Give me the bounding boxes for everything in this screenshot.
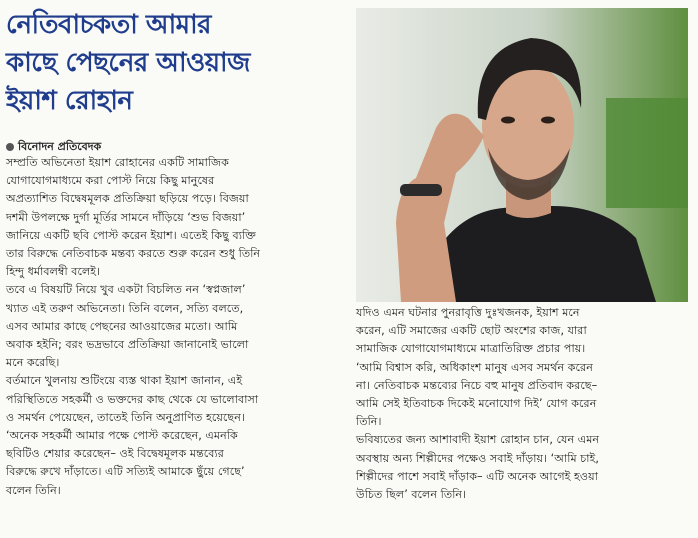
text-line: তিনি। — [356, 415, 382, 429]
text-line: সামাজিক যোগাযোগমাধ্যমে মাত্রাতিরিক্ত প্রচার পায়। — [356, 342, 586, 356]
text-line: মনে করেছি। — [6, 356, 60, 370]
text-line: পরিস্থিতিতে সহকর্মী ও ভক্তদের কাছ থেকে যে ভালোবাসা — [6, 392, 259, 406]
text-line: উচিত ছিল’ বলেন তিনি। — [356, 488, 467, 502]
text-line: তার বিরুদ্ধে নেতিবাচক মন্তব্য করতে শুরু করেন শুধু তিনি — [6, 247, 261, 261]
text-line: বর্তমানে খুলনায় শুটিংয়ে ব্যস্ত থাকা ইয়াশ জানান, এই — [6, 374, 243, 388]
text-line: অবস্থায় অন্য শিল্পীদের পক্ষেও সবাই দাঁড়ায়। ‘আমি চাই, — [356, 451, 599, 465]
bullet-icon — [6, 143, 14, 151]
text-line: যদিও এমন ঘটনার পুনরাবৃত্তি দুঃখজনক, ইয়াশ মনে — [356, 306, 580, 319]
byline-text: বিনোদন প্রতিবেদক — [18, 140, 102, 153]
text-line: করেন, এটি সমাজের একটি ছোট অংশের কাজ, যারা — [356, 324, 587, 338]
text-line: অবাক হইনি; বরং ভদ্রভাবে প্রতিক্রিয়া জানানোই ভালো — [6, 338, 249, 352]
headline-line: কাছে পেছনের আওয়াজ — [6, 48, 250, 78]
text-line: ও সমর্থন পেয়েছেন, তাতেই তিনি অনুপ্রাণিত হয়েছেন। — [6, 410, 245, 424]
text-line: শিল্পীদের পাশে সবাই দাঁড়াক– এটি অনেক আগেই হওয়া — [356, 469, 598, 483]
article-right-column — [356, 304, 686, 504]
headline-line: নেতিবাচকতা আমার — [6, 10, 211, 40]
text-line: অপ্রত্যাশিত বিদ্বেষমূলক প্রতিক্রিয়া ছড়িয়ে পড়ে। বিজয়া — [6, 192, 249, 206]
headline-line: ইয়াশ রোহান — [6, 86, 133, 116]
text-line: জানিয়ে একটি ছবি পোস্ট করেন ইয়াশ। এতেই কিছু ব্যক্তি — [6, 228, 257, 242]
text-line: বিরুদ্ধে রুখে দাঁড়াতে। এটি সত্যিই আমাকে ছুঁয়ে গেছে’ — [6, 465, 245, 479]
text-line: হিন্দু ধর্মাবলম্বী বলেই। — [6, 265, 101, 279]
headline — [6, 6, 351, 120]
text-line: না। নেতিবাচক মন্তব্যের নিচে বহু মানুষ প্রতিবাদ করছে– — [356, 378, 598, 392]
text-line: ‘অনেক সহকর্মী আমার পক্ষে পোস্ট করেছেন, এমনকি — [6, 429, 238, 443]
text-line: ‘আমি বিশ্বাস করি, অধিকাংশ মানুষ এসব সমর্থন করেন — [356, 360, 593, 374]
text-line: সম্প্রতি অভিনেতা ইয়াশ রোহানের একটি সামাজিক — [6, 156, 229, 169]
text-line: বলেন তিনি। — [6, 483, 61, 497]
text-line: যোগাযোগমাধ্যমে করা পোস্ট নিয়ে কিছু মানুষের — [6, 174, 215, 188]
text-line: ছবিটিও শেয়ার করেছেন– ওই বিদ্বেষমূলক মন্তব্যের — [6, 447, 224, 461]
text-line: খ্যাত এই তরুণ অভিনেতা। তিনি বলেন, সত্যি বলতে, — [6, 301, 244, 315]
text-line: এসব আমার কাছে পেছনের আওয়াজের মতো। আমি — [6, 319, 238, 333]
portrait-photo — [356, 8, 688, 302]
text-line: দশমী উপলক্ষে দুর্গা মূর্তির সামনে দাঁড়িয়ে ‘শুভ বিজয়া’ — [6, 210, 246, 224]
text-line: আমি সেই ইতিবাচক দিকেই মনোযোগ দিই’ যোগ করেন — [356, 397, 597, 411]
article-left-column — [6, 154, 351, 500]
text-line: ভবিষ্যতের জন্য আশাবাদী ইয়াশ রোহান চান, যেন এমন — [356, 433, 600, 447]
text-line: তবে এ বিষয়টি নিয়ে খুব একটা বিচলিত নন ‘স্বপ্নজাল’ — [6, 283, 246, 297]
